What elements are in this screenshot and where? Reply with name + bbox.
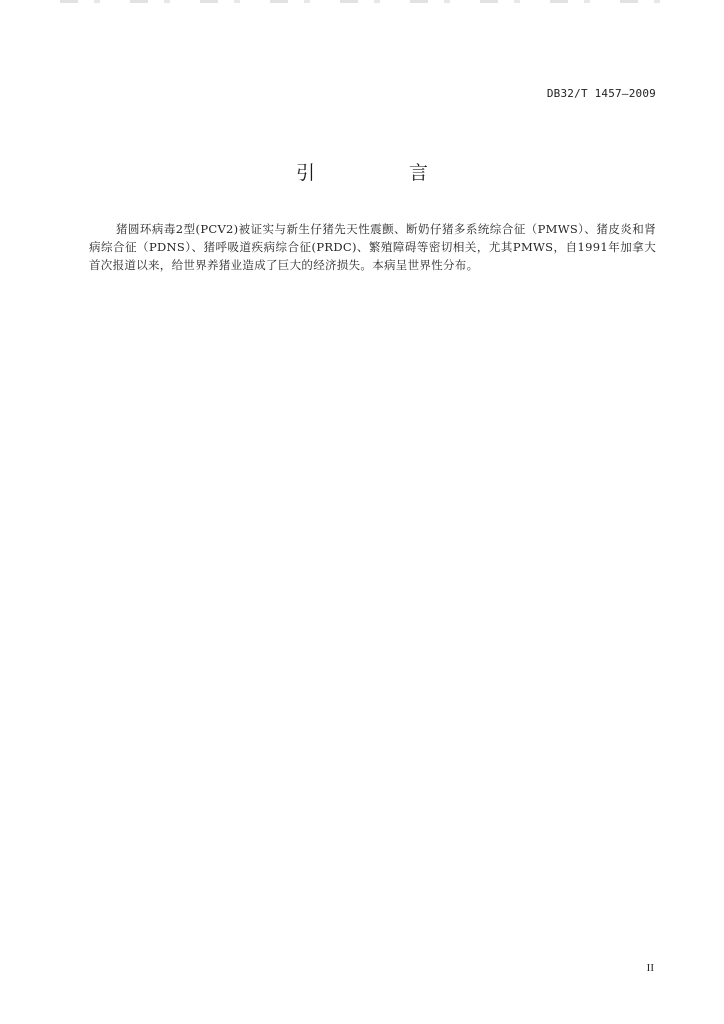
section-title: 引 言	[295, 162, 473, 184]
scan-artifact-strip	[60, 0, 660, 3]
page-number: II	[646, 962, 654, 974]
document-code: DB32/T 1457—2009	[546, 87, 656, 100]
introduction-paragraph: 猪圆环病毒2型(PCV2)被证实与新生仔猪先天性震颤、断奶仔猪多系统综合征（PMWS）、猪皮炎和肾病综合征（PDNS）、猪呼吸道疾病综合征(PRDC)、繁殖障碍等密切相关，尤其PMWS，自1991年加拿大首次报道以来，给世界养猪业造成了巨大的经济损失。本病呈世界性分布。	[89, 222, 656, 272]
